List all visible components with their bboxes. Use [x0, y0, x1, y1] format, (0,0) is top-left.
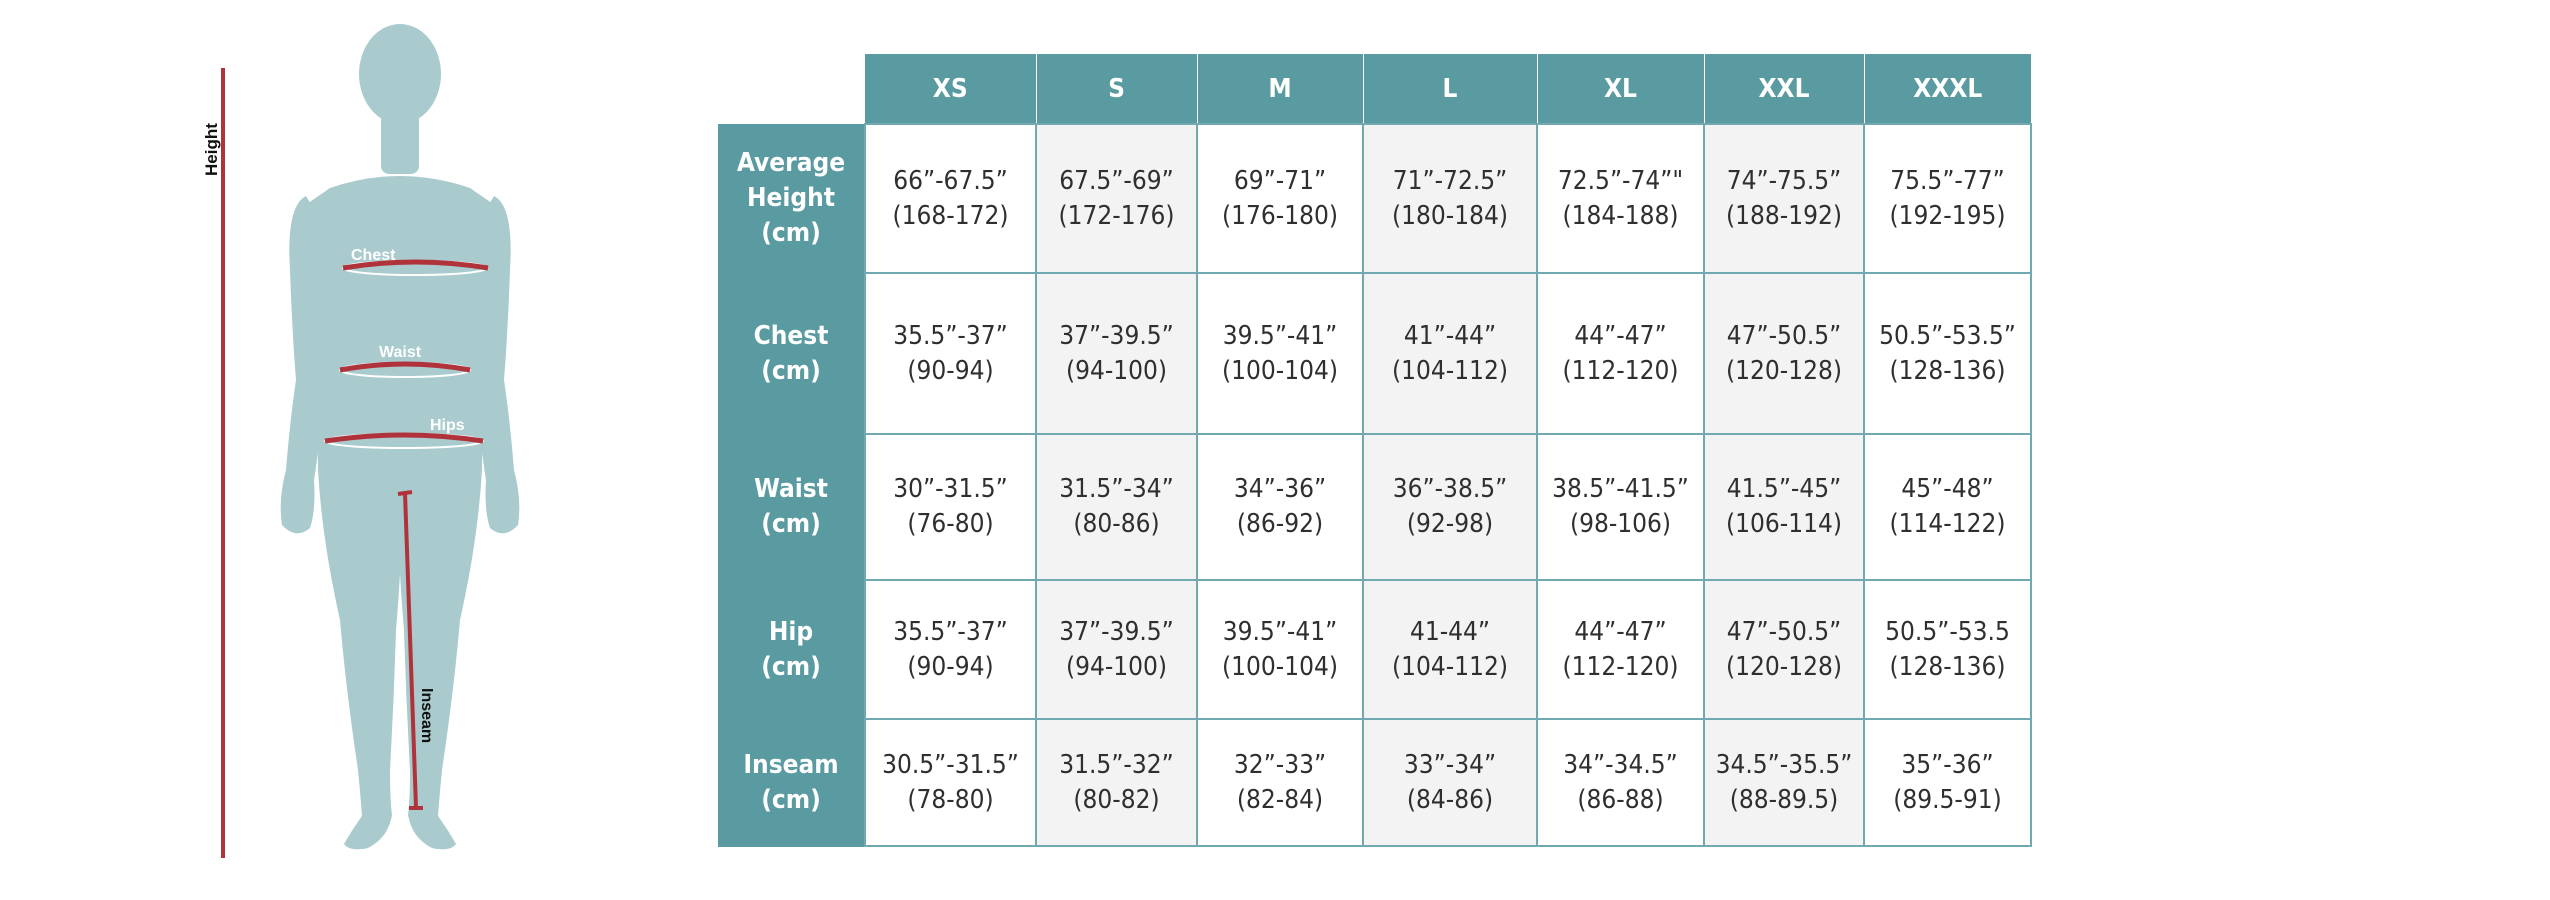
height-label: Height	[202, 123, 221, 176]
inch-range: 50.5”-53.5	[1885, 616, 2010, 647]
inch-range: 74”-75.5”	[1726, 165, 1842, 196]
cell-inseam-l	[1363, 719, 1537, 846]
cm-range: (176-180)	[1222, 200, 1338, 231]
figure-svg	[0, 0, 620, 900]
cm-range: (92-98)	[1406, 509, 1494, 539]
cm-range: (86-88)	[1577, 784, 1664, 815]
inch-range: 36”-38.5”	[1392, 474, 1508, 504]
cell-chest-m	[1197, 273, 1363, 434]
row-header-line: Height	[746, 182, 836, 213]
cm-range: (90-94)	[907, 651, 994, 682]
row-header-line: Chest	[753, 320, 829, 351]
cm-range: (114-122)	[1889, 509, 2006, 539]
size-header-xxl: XXL	[1704, 54, 1864, 124]
cell-chest-xxl	[1704, 273, 1864, 434]
cell-hip-m	[1197, 580, 1363, 719]
inch-range: 47”-50.5”	[1726, 320, 1842, 351]
cm-range: (80-86)	[1073, 509, 1160, 539]
cm-range: (84-86)	[1406, 784, 1494, 815]
cm-range: (106-114)	[1726, 509, 1842, 539]
inch-range: 34.5”-35.5”	[1715, 749, 1853, 780]
table-corner	[718, 54, 865, 124]
row-header-chest	[718, 273, 865, 434]
cell-inseam-xs	[865, 719, 1036, 846]
row-header-line: (cm)	[761, 217, 821, 248]
size-table	[718, 54, 2032, 847]
inch-range: 34”-34.5”	[1563, 749, 1678, 780]
inch-range: 37”-39.5”	[1059, 320, 1174, 351]
cell-hip-xxl	[1704, 580, 1864, 719]
row-header-inseam	[718, 719, 865, 846]
cm-range: (184-188)	[1562, 200, 1679, 231]
row-header-line: (cm)	[761, 651, 821, 682]
cell-inseam-xl	[1537, 719, 1704, 846]
cm-range: (120-128)	[1726, 651, 1842, 682]
inch-range: 41-44”	[1409, 616, 1491, 647]
cell-height-xxl	[1704, 124, 1864, 273]
cell-inseam-xxl	[1704, 719, 1864, 846]
cell-waist-l	[1363, 434, 1537, 580]
cell-waist-xl	[1537, 434, 1704, 580]
cm-range: (98-106)	[1569, 509, 1672, 539]
cell-hip-xxxl	[1864, 580, 2031, 719]
cell-waist-xs	[865, 434, 1036, 580]
cell-height-xs	[865, 124, 1036, 273]
cm-range: (76-80)	[907, 509, 994, 539]
inch-range: 37”-39.5”	[1059, 616, 1174, 647]
size-table-body	[718, 124, 2031, 846]
row-header-line: Hip	[768, 616, 814, 647]
inch-range: 30”-31.5”	[893, 474, 1008, 504]
cm-range: (128-136)	[1889, 355, 2006, 386]
cm-range: (192-195)	[1889, 200, 2006, 231]
row-header-line: (cm)	[761, 509, 821, 539]
row-header-line: Average	[736, 147, 846, 178]
inch-range: 39.5”-41”	[1222, 320, 1338, 351]
cell-hip-xl	[1537, 580, 1704, 719]
size-header-m: M	[1197, 54, 1363, 124]
cm-range: (89.5-91)	[1893, 784, 2002, 815]
inch-range: 33”-34”	[1403, 749, 1497, 780]
row-header-waist	[718, 434, 865, 580]
cell-height-s	[1036, 124, 1197, 273]
inch-range: 45”-48”	[1901, 474, 1994, 504]
table-row-chest	[718, 273, 2031, 434]
cell-height-xl	[1537, 124, 1704, 273]
inseam-top-cap	[398, 492, 412, 494]
cm-range: (172-176)	[1058, 200, 1175, 231]
cm-range: (168-172)	[892, 200, 1009, 231]
cm-range: (90-94)	[907, 355, 994, 386]
cell-waist-m	[1197, 434, 1363, 580]
row-header-line: (cm)	[761, 355, 821, 386]
cell-height-xxxl	[1864, 124, 2031, 273]
cell-waist-xxxl	[1864, 434, 2031, 580]
row-header-hip	[718, 580, 865, 719]
table-row-inseam	[718, 719, 2031, 846]
cm-range: (94-100)	[1065, 651, 1168, 682]
size-header-xl: XL	[1537, 54, 1704, 124]
cm-range: (104-112)	[1392, 651, 1508, 682]
cell-inseam-m	[1197, 719, 1363, 846]
cm-range: (128-136)	[1889, 651, 2006, 682]
table-row-hip	[718, 580, 2031, 719]
table-row-height	[718, 124, 2031, 273]
cell-waist-s	[1036, 434, 1197, 580]
waist-label: Waist	[379, 344, 422, 361]
cm-range: (86-92)	[1236, 509, 1324, 539]
row-header-line: (cm)	[761, 784, 821, 815]
cm-range: (188-192)	[1726, 200, 1842, 231]
inch-range: 35.5”-37”	[893, 320, 1008, 351]
row-header-line: Waist	[754, 474, 828, 504]
inch-range: 32”-33”	[1233, 749, 1327, 780]
cm-range: (78-80)	[907, 784, 994, 815]
cell-hip-xs	[865, 580, 1036, 719]
size-header-row	[718, 54, 2031, 124]
cell-waist-xxl	[1704, 434, 1864, 580]
inch-range: 66”-67.5”	[893, 165, 1008, 196]
inch-range: 44”-47”	[1574, 616, 1667, 647]
chest-label: Chest	[351, 247, 396, 264]
cell-chest-l	[1363, 273, 1537, 434]
table-row-waist	[718, 434, 2031, 580]
cm-range: (82-84)	[1236, 784, 1324, 815]
inch-range: 34”-36”	[1233, 474, 1327, 504]
inch-range: 41”-44”	[1403, 320, 1497, 351]
inch-range: 69”-71”	[1233, 165, 1327, 196]
cell-chest-xxxl	[1864, 273, 2031, 434]
inch-range: 44”-47”	[1574, 320, 1667, 351]
cm-range: (100-104)	[1222, 651, 1338, 682]
cm-range: (104-112)	[1392, 355, 1508, 386]
inch-range: 38.5”-41.5”	[1552, 474, 1689, 504]
size-header-xxxl: XXXL	[1864, 54, 2031, 124]
inch-range: 67.5”-69”	[1059, 165, 1174, 196]
cm-range: (88-89.5)	[1729, 784, 1839, 815]
cm-range: (112-120)	[1562, 651, 1679, 682]
cell-height-l	[1363, 124, 1537, 273]
inch-range: 50.5”-53.5”	[1879, 320, 2016, 351]
inch-range: 39.5”-41”	[1222, 616, 1338, 647]
cell-height-m	[1197, 124, 1363, 273]
inch-range: 30.5”-31.5”	[882, 749, 1019, 780]
measurement-figure	[0, 0, 620, 900]
cm-range: (112-120)	[1562, 355, 1679, 386]
cm-range: (80-82)	[1073, 784, 1160, 815]
size-header-l: L	[1363, 54, 1537, 124]
row-header-height	[718, 124, 865, 273]
cell-chest-xs	[865, 273, 1036, 434]
inch-range: 35”-36”	[1901, 749, 1994, 780]
inch-range: 41.5”-45”	[1726, 474, 1842, 504]
inch-range: 72.5”-74”"	[1557, 165, 1684, 196]
cm-range: (94-100)	[1065, 355, 1168, 386]
inch-range: 47”-50.5”	[1726, 616, 1842, 647]
cell-inseam-xxxl	[1864, 719, 2031, 846]
size-header-xs: XS	[865, 54, 1036, 124]
inch-range: 35.5”-37”	[893, 616, 1008, 647]
inch-range: 75.5”-77”	[1890, 165, 2005, 196]
cell-inseam-s	[1036, 719, 1197, 846]
cm-range: (120-128)	[1726, 355, 1842, 386]
cell-chest-xl	[1537, 273, 1704, 434]
cm-range: (180-184)	[1392, 200, 1508, 231]
cell-chest-s	[1036, 273, 1197, 434]
cell-hip-s	[1036, 580, 1197, 719]
cell-hip-l	[1363, 580, 1537, 719]
hips-label: Hips	[430, 417, 465, 434]
row-header-line: Inseam	[743, 749, 839, 780]
inch-range: 31.5”-34”	[1059, 474, 1174, 504]
inch-range: 31.5”-32”	[1059, 749, 1174, 780]
inseam-label: Inseam	[418, 688, 435, 744]
size-header-s: S	[1036, 54, 1197, 124]
cm-range: (100-104)	[1222, 355, 1338, 386]
inch-range: 71”-72.5”	[1392, 165, 1508, 196]
